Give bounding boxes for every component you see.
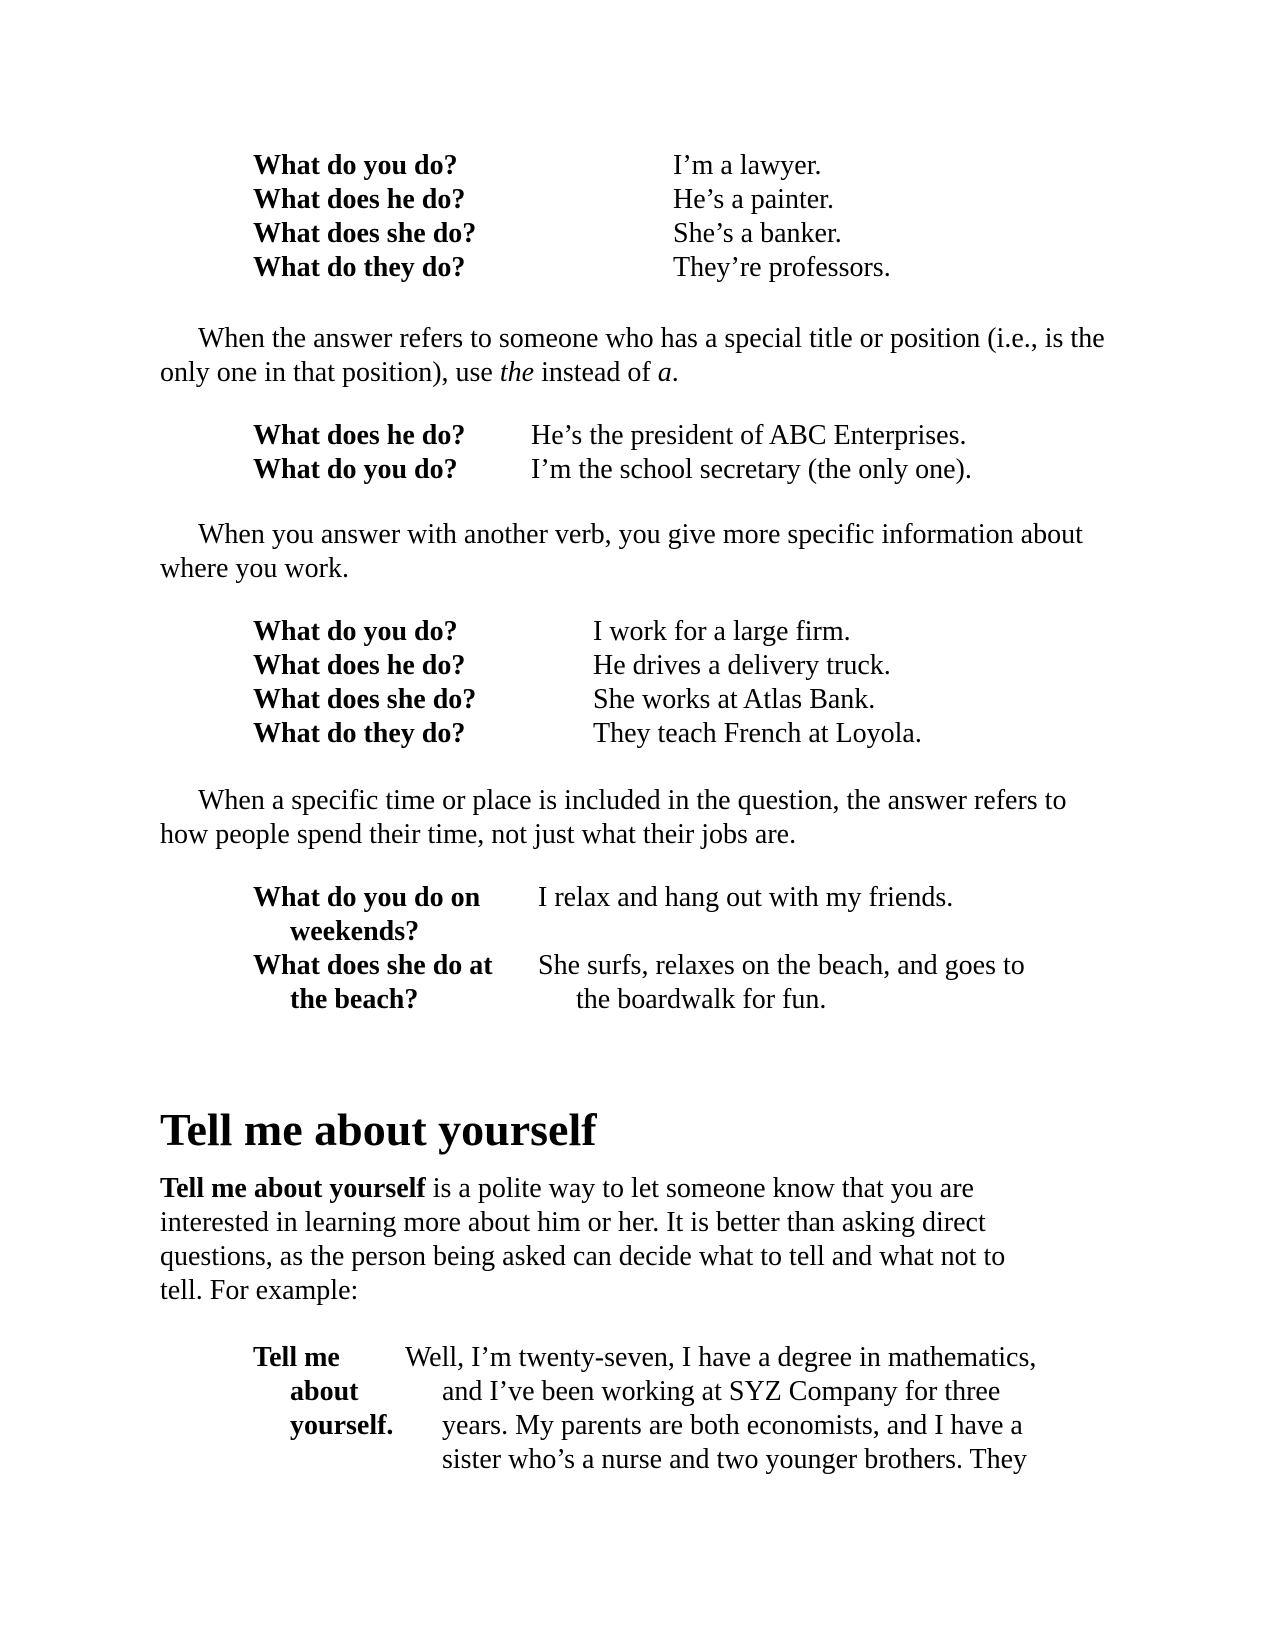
answer-text: She’s a banker. [673, 218, 842, 249]
paragraph-text: instead of [534, 357, 658, 388]
paragraph-title-position [160, 322, 1120, 390]
answer-text: I work for a large firm. [593, 616, 851, 647]
question-text: What does he do? [253, 184, 466, 215]
paragraph-line [160, 1172, 974, 1206]
answer-text: Well, I’m twenty-seven, I have a degree in mathematics, [405, 1342, 1037, 1373]
paragraph-text: is a polite way to let someone know that you are [425, 1173, 974, 1204]
section-heading: Tell me about yourself [160, 1104, 597, 1155]
question-text: What do they do? [253, 252, 466, 283]
question-text: What do you do? [253, 616, 458, 647]
question-text: What do you do? [253, 454, 458, 485]
question-text-cont: about [290, 1376, 359, 1407]
paragraph-line: interested in learning more about him or her. It is better than asking direct [160, 1207, 986, 1238]
question-text-cont: weekends? [290, 916, 420, 947]
answer-text-cont: the boardwalk for fun. [576, 984, 827, 1015]
answer-text: He’s the president of ABC Enterprises. [531, 420, 967, 451]
answer-text: They teach French at Loyola. [593, 718, 922, 749]
answer-text: She works at Atlas Bank. [593, 684, 876, 715]
emphasis-the: the [499, 357, 535, 388]
question-text: What do you do on [253, 882, 481, 913]
emphasis-a: a [657, 357, 672, 388]
question-text: What does he do? [253, 650, 466, 681]
answer-text: They’re professors. [673, 252, 891, 283]
paragraph-time-place: When a specific time or place is included in the question, the answer refers to how people spend their time, not just what their jobs are. [160, 785, 1067, 850]
paragraph-another-verb: When you answer with another verb, you give more specific information about where you work. [160, 519, 1083, 584]
paragraph-text: . [671, 357, 679, 388]
question-text: What does she do? [253, 218, 477, 249]
paragraph-text: When the answer refers to someone who has a special title or position (i.e., is the only one in that position), use [160, 323, 1105, 388]
question-text: What do they do? [253, 718, 466, 749]
question-text: What does she do? [253, 684, 477, 715]
question-text: What do you do? [253, 150, 458, 181]
question-text: What does he do? [253, 420, 466, 451]
bold-phrase: Tell me about yourself [160, 1173, 426, 1204]
answer-text-cont: sister who’s a nurse and two younger brothers. They [442, 1444, 1028, 1475]
answer-text: He drives a delivery truck. [593, 650, 891, 681]
answer-text-cont: and I’ve been working at SYZ Company for three [442, 1376, 1001, 1407]
answer-text: He’s a painter. [673, 184, 834, 215]
answer-text-cont: years. My parents are both economists, and I have a [442, 1410, 1023, 1441]
answer-text: She surfs, relaxes on the beach, and goes to [538, 950, 1025, 981]
question-text: Tell me [253, 1342, 340, 1373]
paragraph-line: tell. For example: [160, 1275, 359, 1306]
answer-text: I’m the school secretary (the only one). [531, 454, 972, 485]
answer-text: I relax and hang out with my friends. [538, 882, 954, 913]
paragraph-line: questions, as the person being asked can decide what to tell and what not to [160, 1241, 1006, 1272]
question-text-cont: yourself. [290, 1410, 394, 1441]
answer-text: I’m a lawyer. [673, 150, 822, 181]
question-text: What does she do at [253, 950, 493, 981]
question-text-cont: the beach? [290, 984, 419, 1015]
